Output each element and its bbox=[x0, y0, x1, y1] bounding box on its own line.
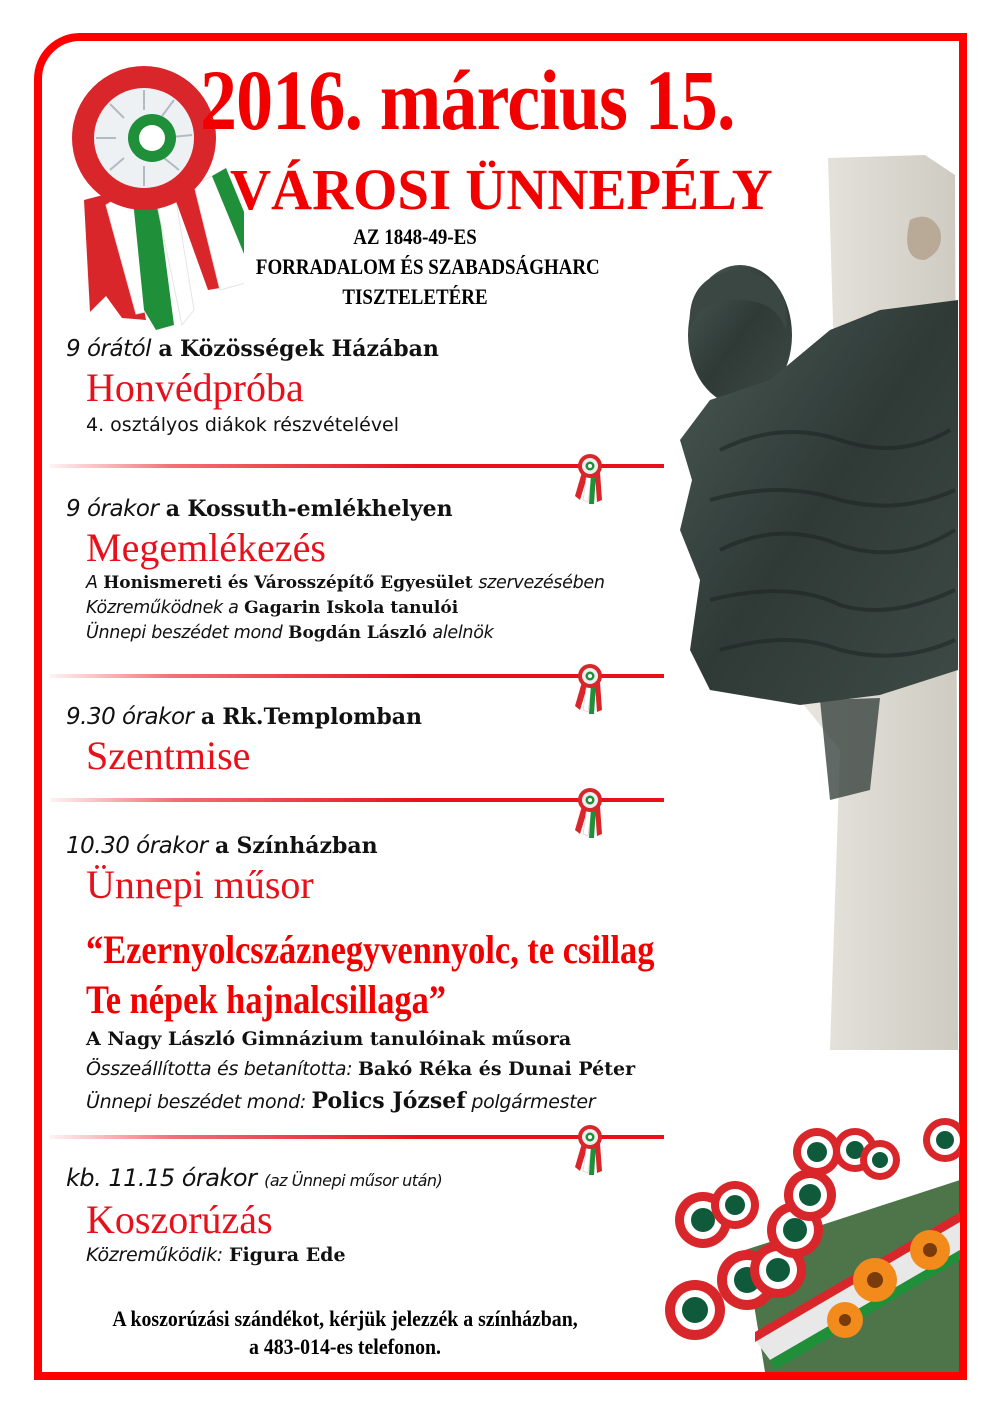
detail-bold: Figura Ede bbox=[228, 1244, 346, 1266]
event-note: (az Ünnepi műsor után) bbox=[264, 1171, 443, 1190]
event-name: Ünnepi műsor bbox=[86, 862, 314, 907]
detail-pre: Közreműködik: bbox=[86, 1244, 223, 1266]
detail-bold: Polics József bbox=[311, 1088, 466, 1114]
event-name: Megemlékezés bbox=[86, 525, 326, 570]
event-place-prefix: a bbox=[200, 704, 216, 730]
detail-pre: Ünnepi beszédet mond: bbox=[86, 1091, 306, 1113]
detail-pre: Ünnepi beszédet mond bbox=[86, 623, 283, 643]
event-time: 9.30 órakor bbox=[66, 704, 194, 730]
event-koszoruzas bbox=[66, 1162, 766, 1268]
event-szentmise bbox=[66, 701, 766, 779]
event-detail bbox=[86, 621, 766, 646]
event-place-prefix: a bbox=[214, 833, 230, 859]
footer-line: A koszorúzási szándékot, kérjük jelezzék a színházban, bbox=[112, 1306, 578, 1331]
event-unnepi-musor-details bbox=[66, 1025, 766, 1119]
detail-pre: Közreműködnek a bbox=[86, 598, 239, 618]
event-place: Rk.Templomban bbox=[222, 704, 423, 730]
quote-line: Te népek hajnalcsillaga” bbox=[86, 977, 446, 1022]
quote-line: “Ezernyolcszáznegyvennyolc, te csillag bbox=[86, 927, 655, 972]
detail-post: polgármester bbox=[471, 1091, 596, 1113]
event-honvedproba bbox=[66, 333, 766, 439]
detail-post: alelnök bbox=[432, 623, 494, 643]
occasion-line: FORRADALOM ÉS SZABADSÁGHARC bbox=[255, 254, 600, 279]
occasion-line: AZ 1848-49-ES bbox=[353, 224, 477, 249]
detail-bold: Honismereti és Városszépítő Egyesület bbox=[103, 573, 473, 593]
event-place-prefix: a bbox=[158, 336, 173, 362]
event-place-prefix: a bbox=[165, 496, 180, 522]
event-name: Koszorúzás bbox=[86, 1197, 273, 1242]
event-time-place bbox=[66, 493, 766, 525]
event-name: Honvédpróba bbox=[86, 365, 304, 410]
event-detail bbox=[86, 596, 766, 621]
footer-line: a 483-014-es telefonon. bbox=[249, 1334, 441, 1359]
event-time-note bbox=[66, 1162, 766, 1197]
event-unnepi-musor bbox=[66, 830, 766, 908]
detail-pre: A bbox=[86, 573, 98, 593]
event-time: 9 órakor bbox=[66, 496, 159, 522]
event-detail bbox=[86, 571, 766, 596]
event-megemlekezes bbox=[66, 493, 766, 646]
footer-note bbox=[40, 1305, 650, 1361]
occasion-text bbox=[230, 222, 600, 312]
event-time: 9 órától bbox=[66, 336, 152, 362]
event-detail: 4. osztályos diákok részvételével bbox=[86, 414, 400, 436]
event-detail bbox=[86, 1025, 766, 1055]
event-place: Kossuth-emlékhelyen bbox=[187, 496, 453, 522]
detail-bold: Gagarin Iskola tanulói bbox=[244, 598, 459, 618]
event-time: kb. 11.15 órakor bbox=[66, 1164, 257, 1192]
event-detail bbox=[86, 1085, 766, 1119]
event-time-place bbox=[66, 830, 766, 862]
event-time: 10.30 órakor bbox=[66, 833, 208, 859]
detail-bold: Bogdán László bbox=[288, 623, 427, 643]
detail-post: szervezésében bbox=[478, 573, 605, 593]
event-name: Szentmise bbox=[86, 733, 251, 778]
event-time-place bbox=[66, 701, 766, 733]
event-time-place bbox=[66, 333, 766, 365]
detail-bold: Bakó Réka és Dunai Péter bbox=[357, 1058, 636, 1080]
event-subtitle: VÁROSI ÜNNEPÉLY bbox=[230, 157, 773, 222]
detail-bold: A Nagy László Gimnázium tanulóinak műsora bbox=[86, 1028, 572, 1050]
event-detail bbox=[86, 1055, 766, 1085]
event-place: Színházban bbox=[236, 833, 378, 859]
event-detail bbox=[86, 1243, 766, 1268]
date-title: 2016. március 15. bbox=[200, 52, 735, 148]
event-place: Közösségek Házában bbox=[179, 336, 439, 362]
detail-pre: Összeállította és betanította: bbox=[86, 1058, 353, 1080]
occasion-line: TISZTELETÉRE bbox=[342, 284, 488, 309]
program-quote bbox=[86, 925, 654, 1025]
